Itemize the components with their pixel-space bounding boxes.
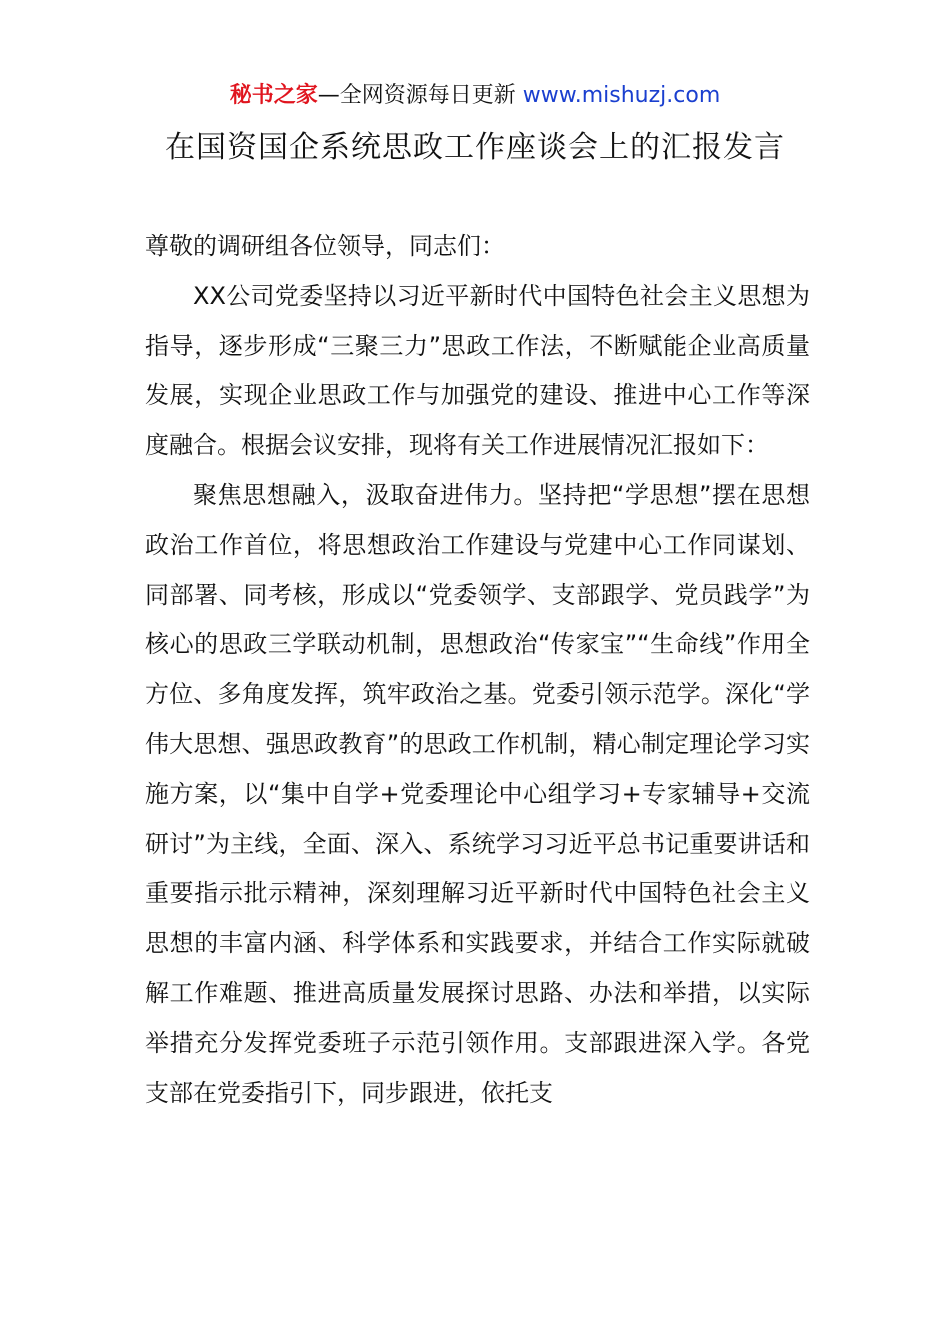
site-header — [0, 80, 950, 112]
site-brand: 秘书之家 — [229, 83, 318, 108]
document-body — [145, 222, 810, 1118]
document-title: 在国资国企系统思政工作座谈会上的汇报发言 — [165, 130, 785, 165]
salutation: 尊敬的调研组各位领导，同志们： — [145, 232, 505, 260]
paragraph-intro: XX公司党委坚持以习近平新时代中国特色社会主义思想为指导，逐步形成“三聚三力”思政工作法，不断赋能企业高质量发展，实现企业思政工作与加强党的建设、推进中心工作等深度融合。根据会议安排，现将有关工作进展情况汇报如下： — [145, 281, 810, 460]
paragraph-thought-integration: 聚焦思想融入，汲取奋进伟力。坚持把“学思想”摆在思想政治工作首位，将思想政治工作建设与党建中心工作同谋划、同部署、同考核，形成以“党委领学、支部跟学、党员践学”为核心的思政三学联动机制，思想政治“传家宝”“生命线”作用全方位、多角度发挥，筑牢政治之基。党委引领示范学。深化“学伟大思想、强思政教育”的思政工作机制，精心制定理论学习实施方案，以“集中自学+党委理论中心组学习+专家辅导+交流研讨”为主线，全面、深入、系统学习习近平总书记重要讲话和重要指示批示精神，深刻理解习近平新时代中国特色社会主义思想的丰富内涵、科学体系和实践要求，并结合工作实际就破解工作难题、推进高质量发展探讨思路、办法和举措，以实际举措充分发挥党委班子示范引领作用。支部跟进深入学。各党支部在党委指引下，同步跟进，依托支 — [145, 480, 810, 1107]
site-url-link[interactable]: www.mishuzj.com — [522, 83, 721, 108]
site-slogan: —全网资源每日更新 — [317, 83, 523, 108]
